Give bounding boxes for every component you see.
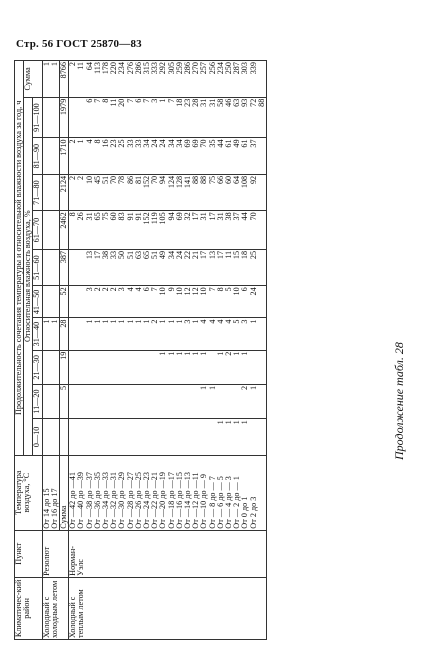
- col-81-90: 2 1 4 8 16 23 25 33 33 34 24 24 34 34 69 69 70 35 44 61 49 61 37: [69, 138, 267, 174]
- cell: [42, 384, 59, 418]
- header-humidity-31-40: 31—40: [33, 318, 42, 350]
- table-row: [69, 61, 267, 640]
- col-51-60: 13 17 38 33 50 51 63 65 51 49 34 24 22 21 17 13 17 11 15 18 25: [69, 249, 267, 285]
- cell: [42, 174, 59, 210]
- region-cold-warm-summer: Холодный с теплым летом: [69, 577, 267, 639]
- cell: [42, 211, 59, 250]
- header-point: Пункт: [15, 530, 43, 577]
- region-cold-cold-summer: Холодный с холодным летом: [42, 577, 69, 639]
- temps-group2: От —42 до —41 От —40 до —39 От —38 до —37 От —36 до —35 От —34 до —33 От —32 до —31 От —30 до —29 От —28 до —27 От —26 до —25 От —24 до —23 От —22 до —21 От —20 до —19 От —18 до —17 От —16 до —15 От —14 до —13 От —12 до —11 От —10 до — 9 От — 8 до — 7 От — 6 до — 5 От — 4 до — 3 От — 2 до — 1 От 0 до 1 От 2 до 3: [69, 455, 267, 530]
- cell: [42, 286, 59, 318]
- header-humidity-81-90: 81—90: [33, 138, 42, 174]
- cell: [60, 419, 69, 455]
- col-91-100: 6 7 8 11 20 7 6 7 3 1 7 18 23 28 31 31 58 46 63 93 72 88: [69, 97, 267, 138]
- sum-total: 8766: [60, 61, 69, 98]
- cell: 28: [60, 318, 69, 350]
- col-31-40: 1 1 1 1 1 1 1 1 2 1 1 1 3 1 4 4 4 4 5 3 1: [69, 318, 267, 350]
- col-11-20: 1 1 2 1: [69, 384, 267, 418]
- rotated-table-container: [14, 60, 390, 640]
- header-caption: Продолжительность сочетания температуры и относительной влажности воздуха за год, ч: [15, 61, 24, 456]
- header-humidity-41-50: 41—50: [33, 286, 42, 318]
- col-0-10: 1 1 1 1: [69, 419, 267, 455]
- table-row: [42, 61, 59, 640]
- table-continuation-title: Продолжение табл. 28: [392, 342, 406, 460]
- point-norman-wells: Норман-Уэлс: [69, 530, 267, 577]
- header-humidity-71-80: 71—80: [33, 174, 42, 210]
- header-humidity-21-30: 21—30: [33, 350, 42, 384]
- col-71-80: 2 2 10 45 51 70 78 86 81 152 70 94 124 128 141 88 88 75 66 60 64 108 92: [69, 174, 267, 210]
- col-41-50: 3 2 2 2 3 4 4 6 7 10 9 10 12 12 10 7 8 5 10 6 24: [69, 286, 267, 318]
- cell: 2462: [60, 211, 69, 250]
- sums-group2: 2 11 64 113 178 220 234 276 286 315 333 292 305 259 286 270 257 256 234 250 287 303 339: [69, 61, 267, 98]
- temps-group1: От 14 до 15 От 16 до 17: [42, 455, 59, 530]
- cell: [42, 249, 59, 285]
- sum-label: Сумма: [60, 455, 69, 530]
- header-sum: Сумма: [24, 61, 42, 98]
- cell: 1979: [60, 97, 69, 138]
- cell: [42, 138, 59, 174]
- cell: 387: [60, 249, 69, 285]
- cell: 2124: [60, 174, 69, 210]
- col-21-30: 1 1 1 1 1 1 1 2 1 1: [69, 350, 267, 384]
- header-region: Климатичес-кий район: [15, 577, 43, 639]
- page-header: Стр. 56 ГОСТ 25870—83: [16, 38, 142, 50]
- cell: 5: [60, 384, 69, 418]
- cell: 19: [60, 350, 69, 384]
- header-humidity: Относительная влажность воздуха, %: [24, 97, 33, 455]
- cell: 52: [60, 286, 69, 318]
- point-resolute: Резолют: [42, 530, 69, 577]
- cell: 1 1: [42, 318, 59, 350]
- col-61-70: 8 26 31 65 75 60 83 91 91 152 119 105 94 69 32 17 31 17 31 38 37 44 70: [69, 211, 267, 250]
- header-humidity-91-100: 91—100: [33, 97, 42, 138]
- cell: [42, 350, 59, 384]
- header-humidity-0-10: 0—10: [33, 419, 42, 455]
- header-humidity-11-20: 11—20: [33, 384, 42, 418]
- header-humidity-51-60: 51—60: [33, 249, 42, 285]
- cell: [42, 419, 59, 455]
- header-temperature: Температура воздуха, °С: [15, 455, 43, 530]
- cell: [42, 97, 59, 138]
- sums-group1: 1 1: [42, 61, 59, 98]
- header-humidity-61-70: 61—70: [33, 211, 42, 250]
- climate-table: [14, 60, 267, 640]
- cell: 1710: [60, 138, 69, 174]
